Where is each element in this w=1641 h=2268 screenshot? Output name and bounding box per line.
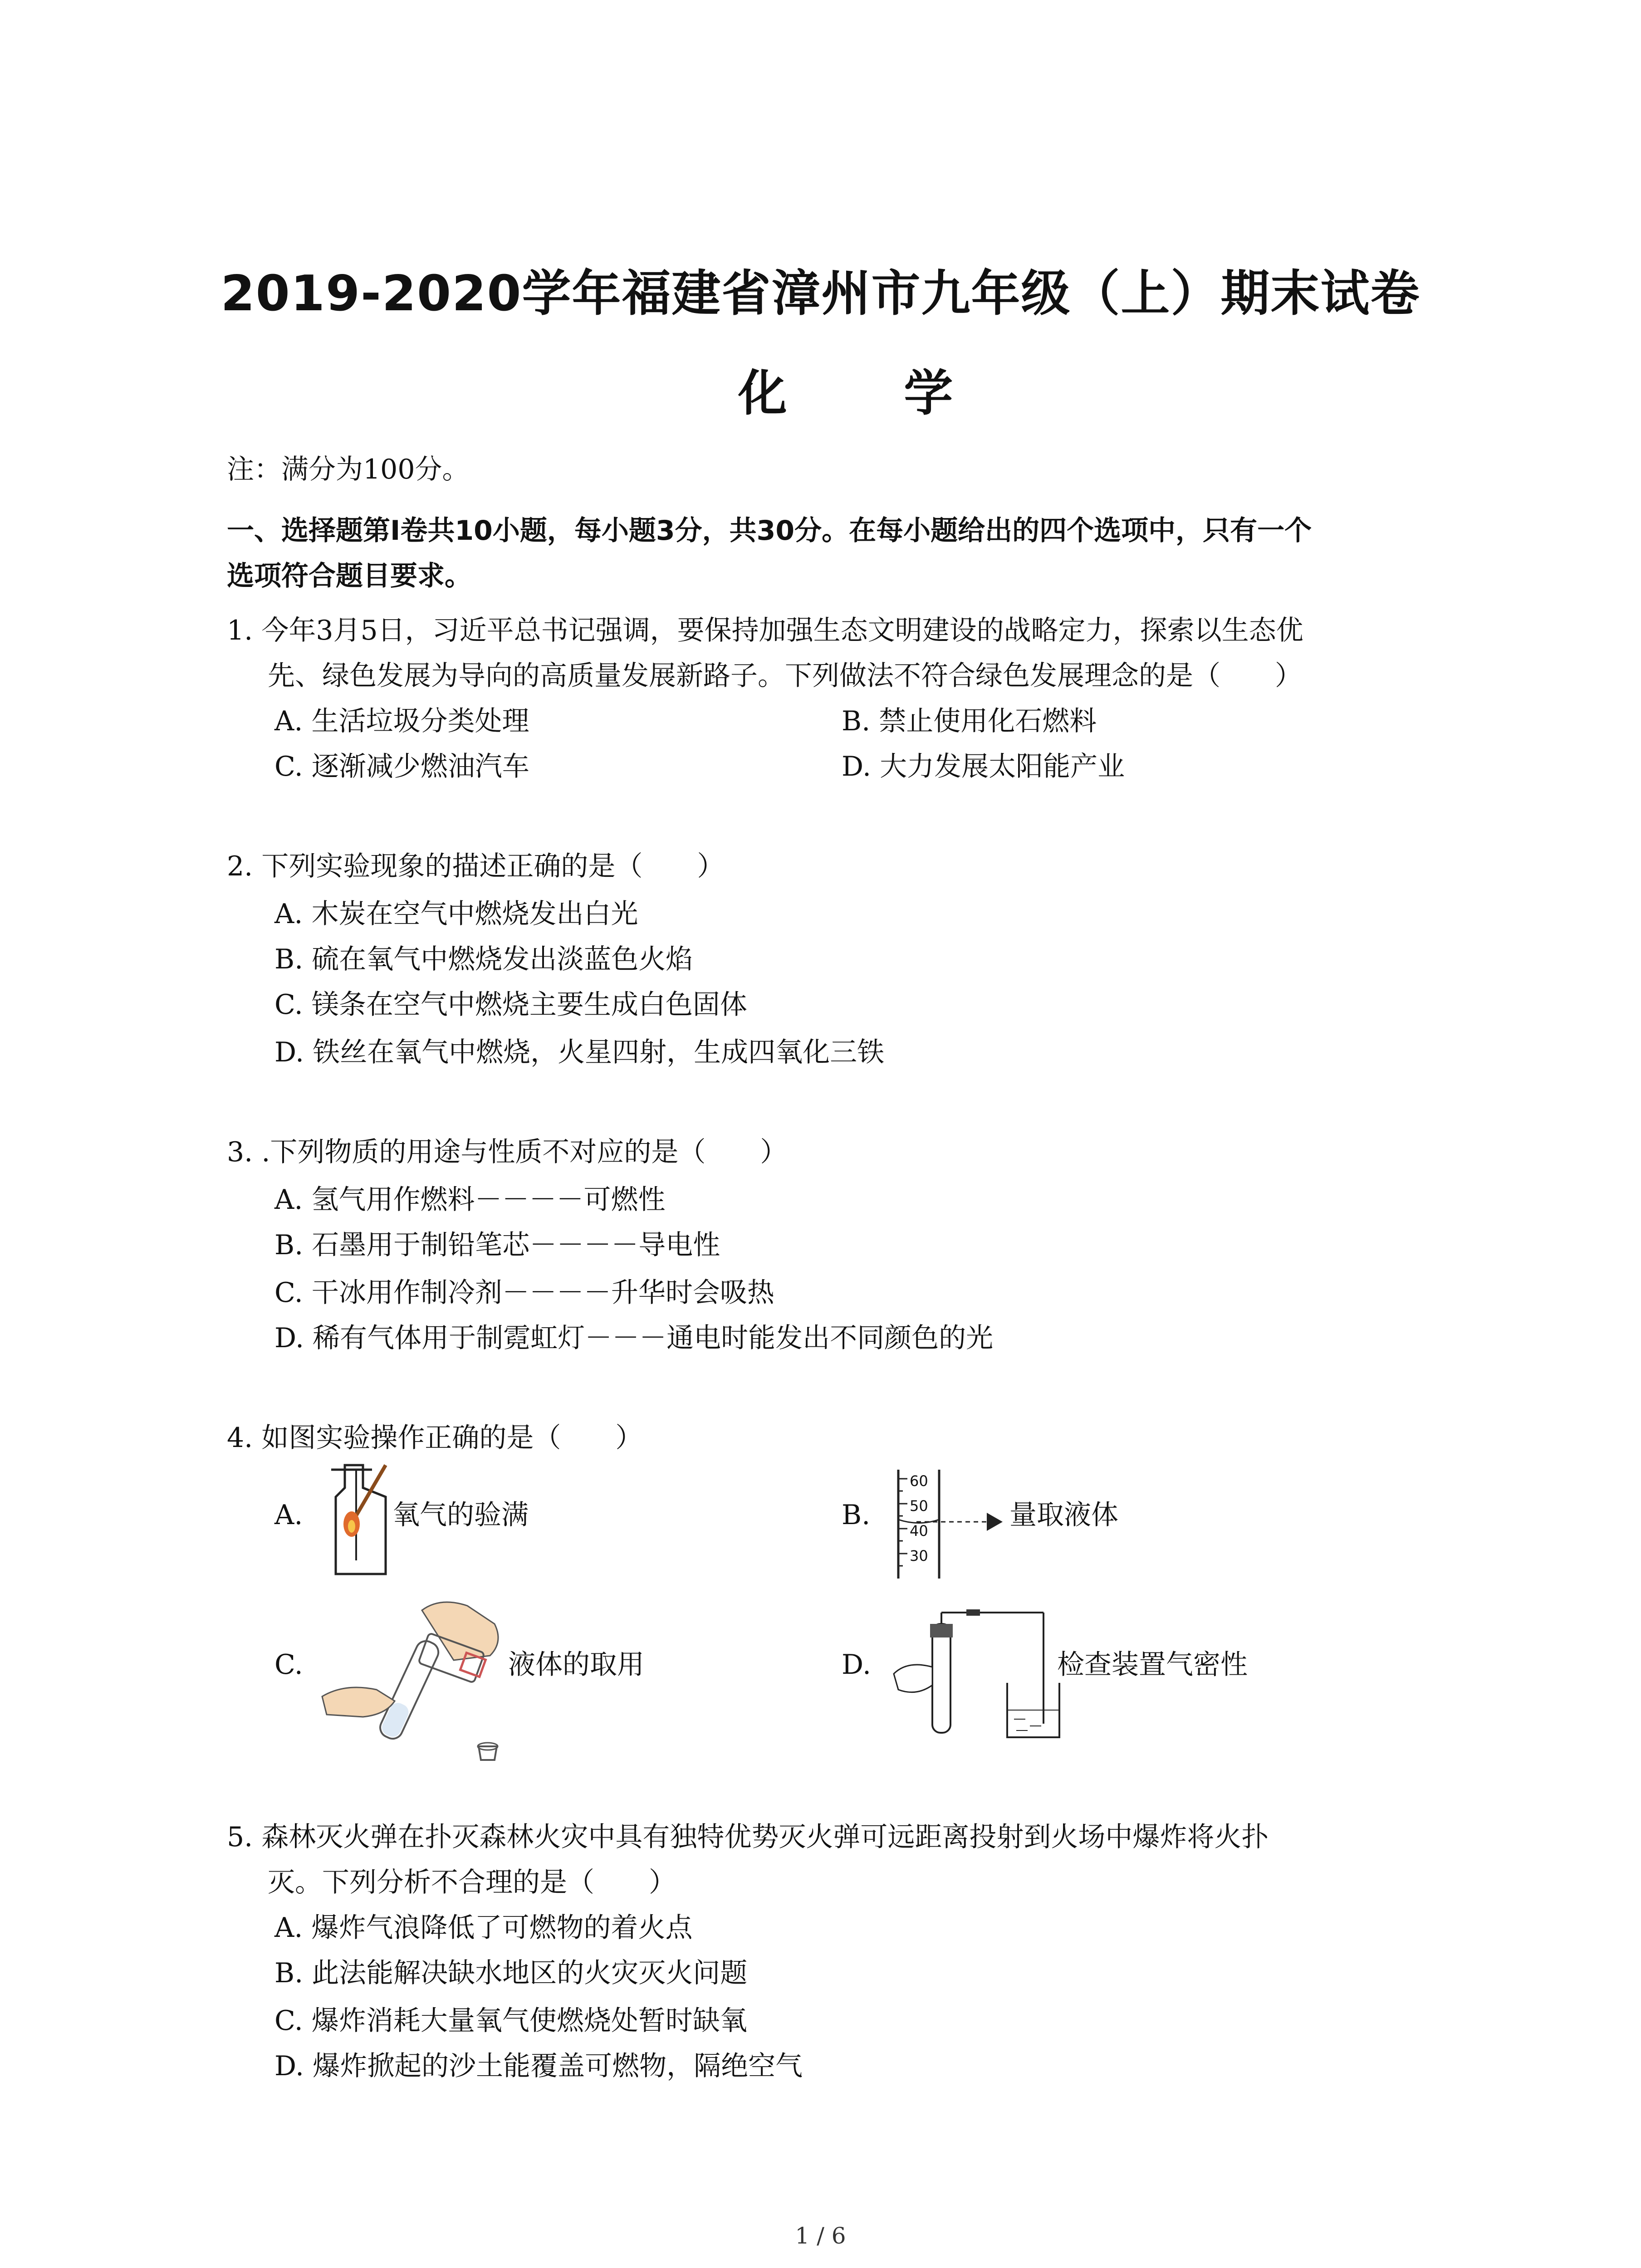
q2-option-b: B. 硫在氧气中燃烧发出淡蓝色火焰 <box>274 943 693 975</box>
q1-option-a: A. 生活垃圾分类处理 <box>274 705 529 737</box>
q3-option-b: B. 石墨用于制铅笔芯－－－－导电性 <box>274 1229 720 1261</box>
airtightness-check-diagram <box>889 1606 1062 1742</box>
q4-stem: 4. 如图实验操作正确的是（ ） <box>227 1422 643 1454</box>
q5-stem-line1: 5. 森林灭火弹在扑灭森林火灾中具有独特优势灭火弹可远距离投射到火场中爆炸将火扑 <box>227 1821 1269 1853</box>
oxygen-bottle-diagram <box>327 1461 395 1579</box>
exam-title: 2019-2020学年福建省漳州市九年级（上）期末试卷 <box>220 265 1421 322</box>
q5-option-b: B. 此法能解决缺水地区的火灾灭火问题 <box>274 1957 748 1989</box>
q4-option-c-letter: C. <box>274 1649 303 1681</box>
q2-stem: 2. 下列实验现象的描述正确的是（ ） <box>227 850 725 882</box>
q2-option-a: A. 木炭在空气中燃烧发出白光 <box>274 898 638 930</box>
q1-option-d: D. 大力发展太阳能产业 <box>842 751 1125 782</box>
q1-stem-line2: 先、绿色发展为导向的高质量发展新路子。下列做法不符合绿色发展理念的是（ ） <box>268 660 1302 692</box>
cylinder-tick-50: 50 <box>910 1497 928 1515</box>
q2-option-d: D. 铁丝在氧气中燃烧，火星四射，生成四氧化三铁 <box>274 1036 885 1068</box>
q1-stem-line1: 1. 今年3月5日，习近平总书记强调，要保持加强生态文明建设的战略定力，探索以生态优 <box>227 615 1303 646</box>
q5-option-a: A. 爆炸气浪降低了可燃物的着火点 <box>274 1912 693 1944</box>
q4-option-b-text: 量取液体 <box>1009 1499 1118 1531</box>
cylinder-tick-labels <box>910 1469 928 1569</box>
q4-option-a-text: 氧气的验满 <box>392 1499 529 1531</box>
page-number: 1 / 6 <box>795 2223 846 2249</box>
q3-option-d: D. 稀有气体用于制霓虹灯－－－通电时能发出不同颜色的光 <box>274 1322 994 1354</box>
section1-heading-line2: 选项符合题目要求。 <box>227 560 472 592</box>
cylinder-tick-40: 40 <box>910 1522 928 1540</box>
q4-option-d-letter: D. <box>842 1649 872 1681</box>
liquid-pouring-diagram <box>318 1592 508 1765</box>
q4-option-d-text: 检查装置气密性 <box>1057 1649 1248 1681</box>
score-note: 注：满分为100分。 <box>227 454 470 485</box>
cylinder-tick-30: 30 <box>910 1547 928 1564</box>
cylinder-tick-60: 60 <box>910 1472 928 1490</box>
q1-option-c: C. 逐渐减少燃油汽车 <box>274 751 529 782</box>
q4-option-a-letter: A. <box>274 1499 303 1531</box>
q4-option-b-letter: B. <box>842 1499 871 1531</box>
q2-option-c: C. 镁条在空气中燃烧主要生成白色固体 <box>274 989 747 1021</box>
q4-option-c-text: 液体的取用 <box>508 1649 644 1681</box>
exam-subject: 化 学 <box>738 365 1003 422</box>
q1-option-b: B. 禁止使用化石燃料 <box>842 705 1097 737</box>
graduated-cylinder-diagram <box>889 1465 1007 1583</box>
q5-stem-line2: 灭。下列分析不合理的是（ ） <box>268 1867 676 1898</box>
q3-option-a: A. 氢气用作燃料－－－－可燃性 <box>274 1184 666 1216</box>
q3-stem: 3. .下列物质的用途与性质不对应的是（ ） <box>227 1136 788 1168</box>
q5-option-c: C. 爆炸消耗大量氧气使燃烧处暂时缺氧 <box>274 2005 747 2037</box>
q5-option-d: D. 爆炸掀起的沙土能覆盖可燃物，隔绝空气 <box>274 2050 803 2082</box>
q3-option-c: C. 干冰用作制冷剂－－－－升华时会吸热 <box>274 1277 774 1309</box>
section1-heading-line1: 一、选择题第Ⅰ卷共10小题，每小题3分，共30分。在每小题给出的四个选项中，只有一个 <box>227 515 1312 547</box>
